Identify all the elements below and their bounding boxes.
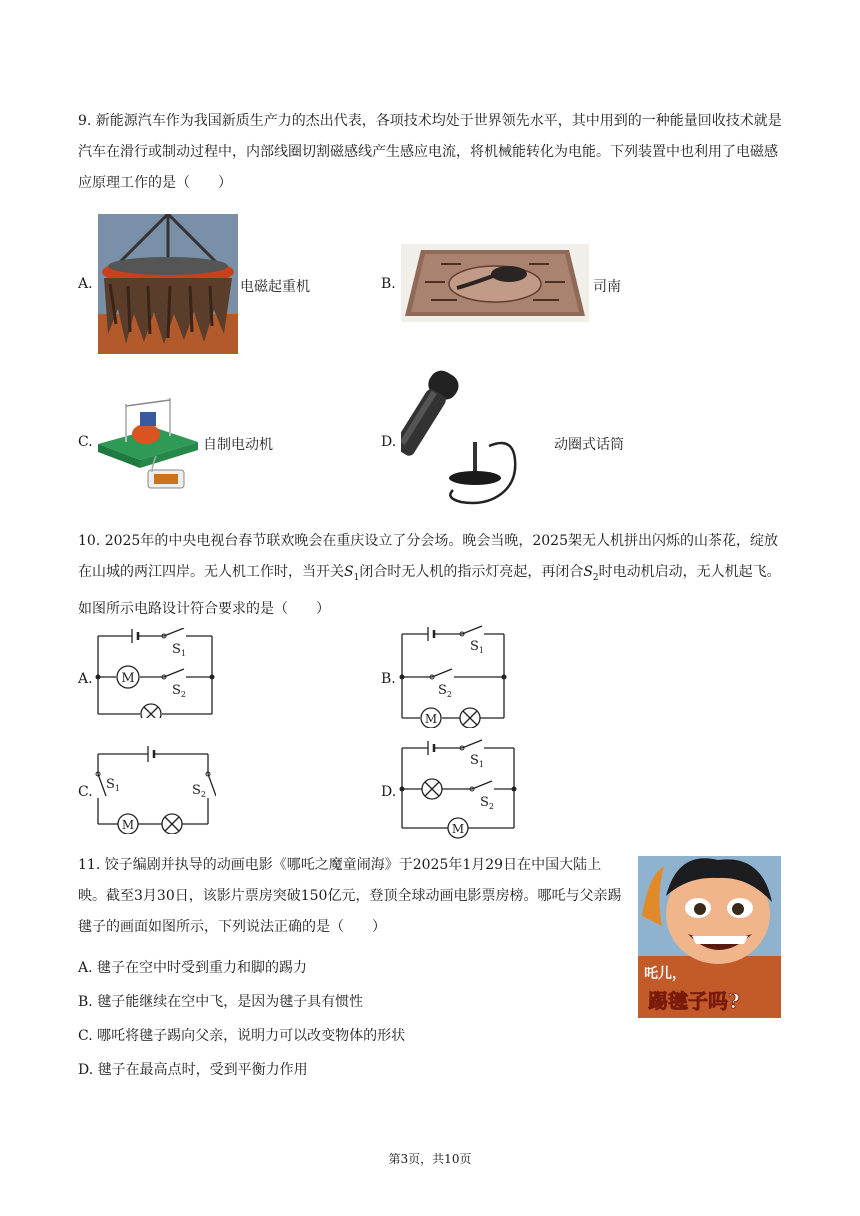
circuit-b-motor-label: M (424, 712, 438, 726)
q10-option-d-letter: D. (381, 784, 397, 800)
circuit-c-s2-label: $S_2$ (192, 783, 206, 799)
q10-option-a-letter: A. (78, 671, 93, 687)
q9-option-c-letter: C. (78, 434, 93, 450)
q11-stem: 11. 饺子编剧并执导的动画电影《哪吒之魔童闹海》于2025年1月29日在中国大陆上映。截至3月30日，该影片票房突破150亿元，登顶全球动画电影票房榜。哪吒与父亲踢毽子的画面如图所示，下列说法正确的是（ ） (78, 857, 622, 935)
circuit-a-motor-label: M (121, 671, 135, 686)
q9-option-a-caption: 电磁起重机 (240, 279, 310, 295)
electromagnetic-crane-image (98, 214, 238, 354)
circuit-a-s2-label: $S_2$ (172, 683, 186, 699)
circuit-c-s1-label: $S_1$ (106, 777, 120, 793)
circuit-c-diagram (92, 742, 216, 834)
q11-option-c: C. 哪吒将毽子踢向父亲，说明力可以改变物体的形状 (78, 1028, 406, 1044)
circuit-d-s2-label: $S_2$ (480, 795, 494, 811)
sinan-compass-image (401, 244, 589, 322)
q10-option-b-letter: B. (381, 671, 396, 687)
circuit-b-s1-label: $S_1$ (470, 639, 484, 655)
circuit-a-diagram (94, 628, 216, 718)
q9-option-c-caption: 自制电动机 (203, 437, 273, 453)
homemade-motor-image (96, 384, 200, 496)
circuit-c-motor-label: M (121, 818, 135, 832)
q11-option-d: D. 毽子在最高点时，受到平衡力作用 (78, 1062, 308, 1078)
q9-option-a-letter: A. (78, 276, 93, 292)
q10-option-c-letter: C. (78, 784, 93, 800)
circuit-a-s1-label: $S_1$ (172, 642, 186, 658)
q9-option-d-caption: 动圈式话筒 (554, 437, 624, 453)
circuit-d-motor-label: M (451, 822, 465, 836)
page-footer: 第3页，共10页 (388, 1152, 472, 1166)
poster-text-line-1: 吒儿， (644, 966, 686, 982)
dynamic-microphone-image (401, 366, 551, 514)
q9-option-d-letter: D. (381, 434, 397, 450)
q11-option-a: A. 毽子在空中时受到重力和脚的踢力 (78, 960, 308, 976)
q9-option-b-letter: B. (381, 276, 396, 292)
circuit-d-diagram (398, 738, 520, 840)
q9-option-b-caption: 司南 (593, 279, 621, 295)
q10-stem: 10. 2025年的中央电视台春节联欢晚会在重庆设立了分会场。晚会当晚，2025架无人机拼出闪烁的山茶花，绽放在山城的两江四岸。无人机工作时，当开关$S_1$闭合时无人机的指示灯亮起，再闭合$S_2$时电动机启动，无人机起飞。如图所示电路设计符合要求的是（ ） (78, 533, 781, 617)
circuit-d-s1-label: $S_1$ (470, 753, 484, 769)
circuit-b-diagram (398, 624, 510, 728)
circuit-b-s2-label: $S_2$ (438, 683, 452, 699)
nezha-poster-image (638, 856, 781, 1018)
poster-text-line-2: 踢毽子吗? (648, 989, 740, 1013)
q11-option-b: B. 毽子能继续在空中飞，是因为毽子具有惯性 (78, 994, 364, 1010)
q9-stem: 9. 新能源汽车作为我国新质生产力的杰出代表，各项技术均处于世界领先水平，其中用到的一种能量回收技术就是汽车在滑行或制动过程中，内部线圈切割磁感线产生感应电流，将机械能转化为电能。下列装置中也利用了电磁感应原理工作的是（ ） (78, 113, 782, 191)
